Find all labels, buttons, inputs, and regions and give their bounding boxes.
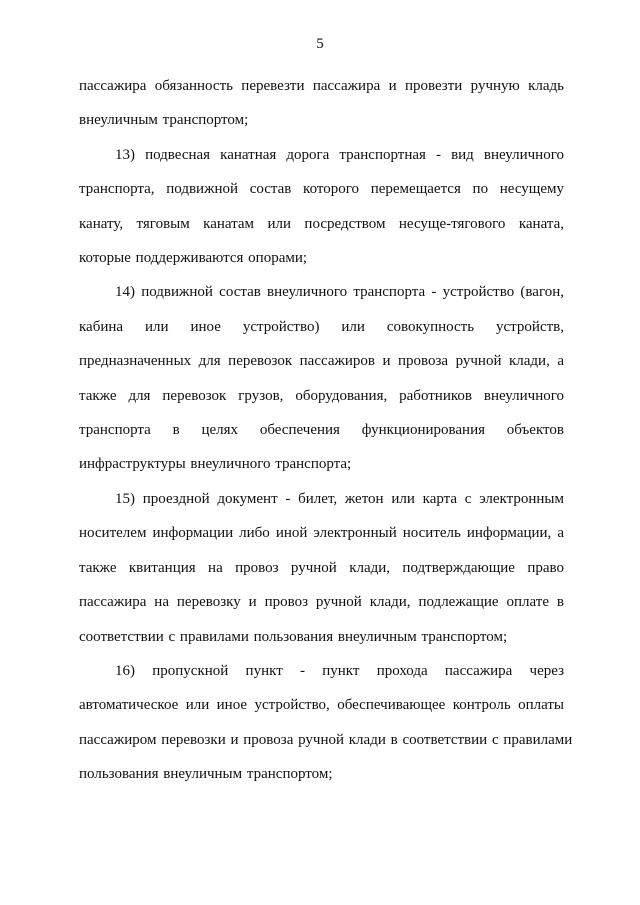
text-line: автоматическое или иное устройство, обеспечивающее контроль оплаты bbox=[79, 697, 564, 714]
paragraph-item-15 bbox=[79, 482, 564, 654]
text-line: также квитанция на провоз ручной клади, подтверждающие право bbox=[79, 559, 564, 576]
page-number: 5 bbox=[316, 36, 324, 52]
document-body bbox=[79, 69, 573, 792]
text-line: 15) проездной документ - билет, жетон или карта с электронным bbox=[115, 490, 564, 507]
paragraph-item-14 bbox=[79, 275, 564, 481]
text-line: 14) подвижной состав внеуличного транспорта - устройство (вагон, bbox=[115, 284, 564, 301]
text-line: пассажира обязанность перевезти пассажира и провезти ручную кладь bbox=[79, 78, 564, 94]
text-line: которые поддерживаются опорами; bbox=[79, 250, 308, 267]
text-line: пассажиром перевозки и провоза ручной клади в соответствии с правилами bbox=[79, 731, 573, 748]
text-line: также для перевозок грузов, оборудования, работников внеуличного bbox=[79, 387, 564, 404]
text-line: кабина или иное устройство) или совокупность устройств, bbox=[79, 318, 564, 335]
text-line: пользования внеуличным транспортом; bbox=[79, 766, 333, 783]
text-line: предназначенных для перевозок пассажиров и провоза ручной клади, а bbox=[79, 353, 564, 370]
paragraph-item-13 bbox=[79, 138, 564, 276]
text-line: транспорта, подвижной состав которого перемещается по несущему bbox=[79, 181, 564, 198]
text-line: канату, тяговым канатам или посредством несуще-тягового каната, bbox=[79, 215, 564, 232]
text-line: 13) подвесная канатная дорога транспортная - вид внеуличного bbox=[115, 146, 564, 163]
text-line: соответствии с правилами пользования внеуличным транспортом; bbox=[79, 628, 508, 645]
text-line: 16) пропускной пункт - пункт прохода пассажира через bbox=[115, 662, 564, 679]
text-line: инфраструктуры внеуличного транспорта; bbox=[79, 456, 352, 473]
text-line: носителем информации либо иной электронный носитель информации, а bbox=[79, 525, 564, 542]
text-line: пассажира на перевозку и провоз ручной клади, подлежащие оплате в bbox=[79, 594, 564, 611]
text-line: внеуличным транспортом; bbox=[79, 112, 249, 129]
paragraph-item-16 bbox=[79, 654, 573, 792]
text-line: транспорта в целях обеспечения функционирования объектов bbox=[79, 422, 564, 439]
paragraph-continuation bbox=[79, 69, 564, 138]
